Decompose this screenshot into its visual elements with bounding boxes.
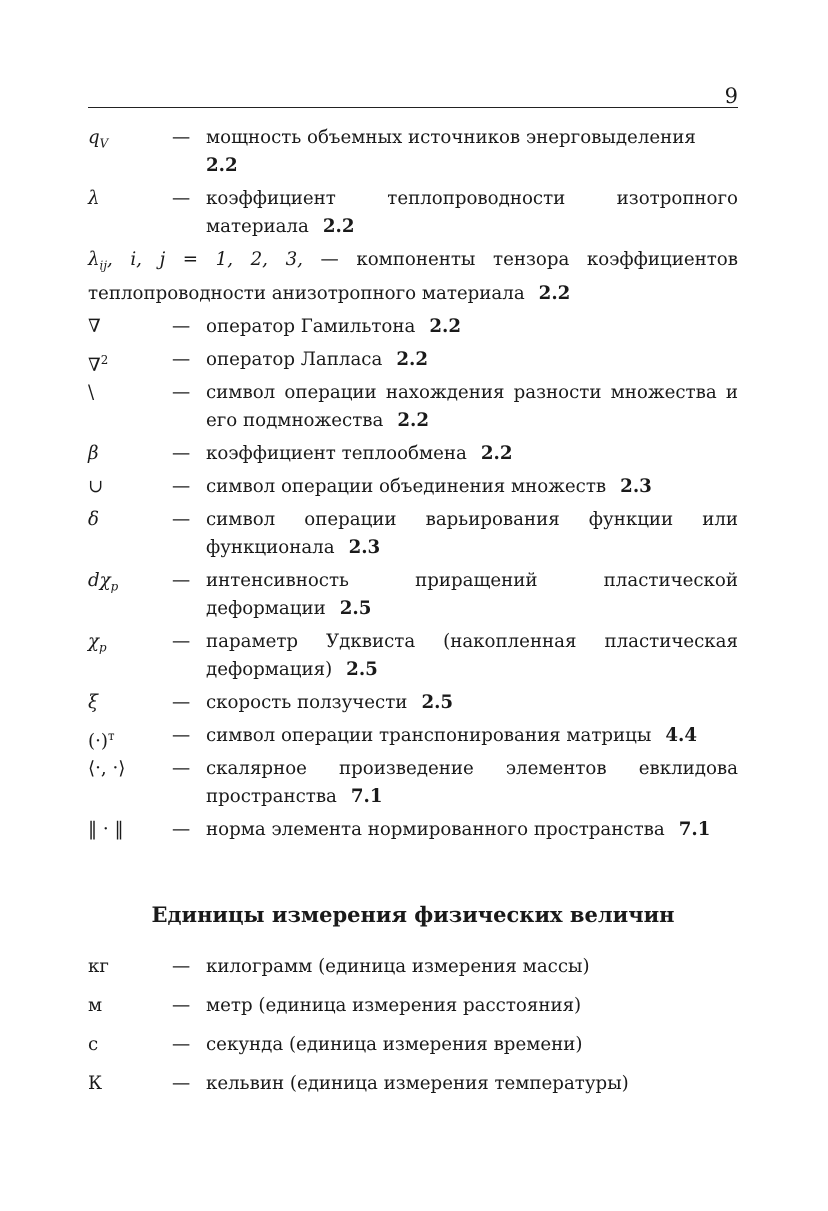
unit-entry — [88, 992, 738, 1020]
em-dash: — — [172, 127, 191, 148]
em-dash: — — [172, 1073, 191, 1094]
unit-symbol: кг — [88, 956, 109, 977]
section-reference: 2.2 — [397, 409, 429, 431]
notation-description: скорость ползучести — [206, 691, 408, 713]
page-number: 9 — [724, 84, 738, 108]
section-reference: 2.2 — [480, 442, 513, 464]
notation-entry — [88, 689, 738, 717]
notation-description: компоненты тензора коэффициентов теплопроводности анизотропного материала — [88, 249, 738, 304]
notation-description: мощность объемных источников энерговыделения — [206, 127, 696, 148]
em-dash: — — [172, 569, 191, 591]
notation-entry — [88, 816, 738, 844]
notation-entry — [88, 185, 738, 241]
section-reference: 2.2 — [206, 155, 238, 176]
section-reference: 2.5 — [339, 597, 372, 619]
em-dash: — — [172, 956, 191, 977]
notation-symbol: $d\chi_p$ — [88, 569, 119, 594]
units-list — [88, 953, 738, 1109]
unit-description: секунда (единица измерения времени) — [206, 1034, 583, 1055]
em-dash: — — [172, 724, 191, 746]
notation-description: коэффициент теплопроводности изотропного материала — [206, 188, 738, 237]
unit-entry — [88, 1070, 738, 1098]
notation-entry — [88, 506, 738, 562]
unit-description: килограмм (единица измерения массы) — [206, 956, 590, 977]
em-dash: — — [172, 630, 191, 652]
notation-symbol: ξ — [88, 691, 99, 713]
unit-symbol: К — [88, 1073, 103, 1094]
unit-description: кельвин (единица измерения температуры) — [206, 1073, 629, 1094]
notation-entry — [88, 628, 738, 684]
section-reference: 7.1 — [350, 785, 383, 807]
notation-description: коэффициент теплообмена — [206, 442, 467, 464]
notation-symbol: ∇$^2$ — [88, 352, 109, 376]
notation-description: оператор Лапласа — [206, 348, 383, 370]
header-rule — [88, 107, 738, 108]
notation-list — [88, 124, 738, 849]
notation-symbol: ⟨·, ·⟩ — [88, 757, 126, 779]
section-reference: 2.3 — [620, 475, 652, 497]
em-dash: — — [320, 249, 339, 270]
notation-symbol: $\chi_p$ — [88, 630, 107, 655]
section-reference: 7.1 — [678, 818, 711, 840]
notation-description: символ операции нахождения разности множества и его подмножества — [206, 381, 738, 431]
notation-description: символ операции объединения множеств — [206, 475, 607, 497]
unit-entry — [88, 953, 738, 981]
em-dash: — — [172, 818, 191, 840]
notation-entry — [88, 124, 738, 180]
notation-description: норма элемента нормированного пространства — [206, 818, 665, 840]
notation-entry — [88, 567, 738, 623]
section-reference: 2.3 — [348, 536, 381, 558]
notation-description: скалярное произведение элементов евклидова пространства — [206, 757, 738, 807]
unit-symbol: м — [88, 995, 103, 1016]
notation-symbol: δ — [88, 508, 99, 530]
notation-description: параметр Удквиста (накопленная пластическая деформация) — [206, 630, 738, 680]
section-reference: 4.4 — [665, 724, 698, 746]
section-reference: 2.2 — [538, 282, 571, 304]
notation-symbol: β — [88, 442, 99, 464]
notation-entry — [88, 722, 738, 750]
notation-description: оператор Гамильтона — [206, 315, 416, 337]
notation-symbol: \ — [88, 381, 95, 403]
notation-symbol: ∪ — [88, 475, 104, 497]
notation-description: интенсивность приращений пластической деформации — [206, 569, 738, 619]
notation-description: символ операции транспонирования матрицы — [206, 724, 652, 746]
em-dash: — — [172, 348, 191, 370]
notation-entry — [88, 246, 738, 308]
unit-entry — [88, 1031, 738, 1059]
section-reference: 2.5 — [346, 658, 378, 680]
em-dash: — — [172, 1034, 191, 1055]
em-dash: — — [172, 995, 191, 1016]
unit-symbol: с — [88, 1034, 99, 1055]
notation-symbol: $q_V$ — [88, 127, 109, 151]
em-dash: — — [172, 757, 191, 779]
section-reference: 2.2 — [322, 216, 355, 237]
notation-entry — [88, 379, 738, 435]
section-reference: 2.2 — [396, 348, 428, 370]
em-dash: — — [172, 442, 191, 464]
notation-entry — [88, 346, 738, 374]
em-dash: — — [172, 315, 191, 337]
notation-symbol: λ — [88, 188, 100, 209]
notation-entry — [88, 473, 738, 501]
em-dash: — — [172, 691, 191, 713]
units-section-title: Единицы измерения физических величин — [151, 902, 675, 927]
section-reference: 2.5 — [421, 691, 454, 713]
unit-description: метр (единица измерения расстояния) — [206, 995, 582, 1016]
section-reference: 2.2 — [429, 315, 461, 337]
em-dash: — — [172, 188, 191, 209]
notation-symbol: $(\cdot)^т$ — [88, 728, 115, 752]
notation-symbol: ∇ — [88, 315, 101, 337]
notation-entry — [88, 440, 738, 468]
notation-symbol: ‖ · ‖ — [88, 818, 124, 840]
notation-symbol: $\lambda_{ij}$, i, j = 1, 2, 3, — [88, 249, 303, 273]
em-dash: — — [172, 381, 191, 403]
em-dash: — — [172, 475, 191, 497]
em-dash: — — [172, 508, 191, 530]
notation-entry — [88, 755, 738, 811]
notation-entry — [88, 313, 738, 341]
notation-description: символ операции варьирования функции или функционала — [206, 508, 738, 558]
